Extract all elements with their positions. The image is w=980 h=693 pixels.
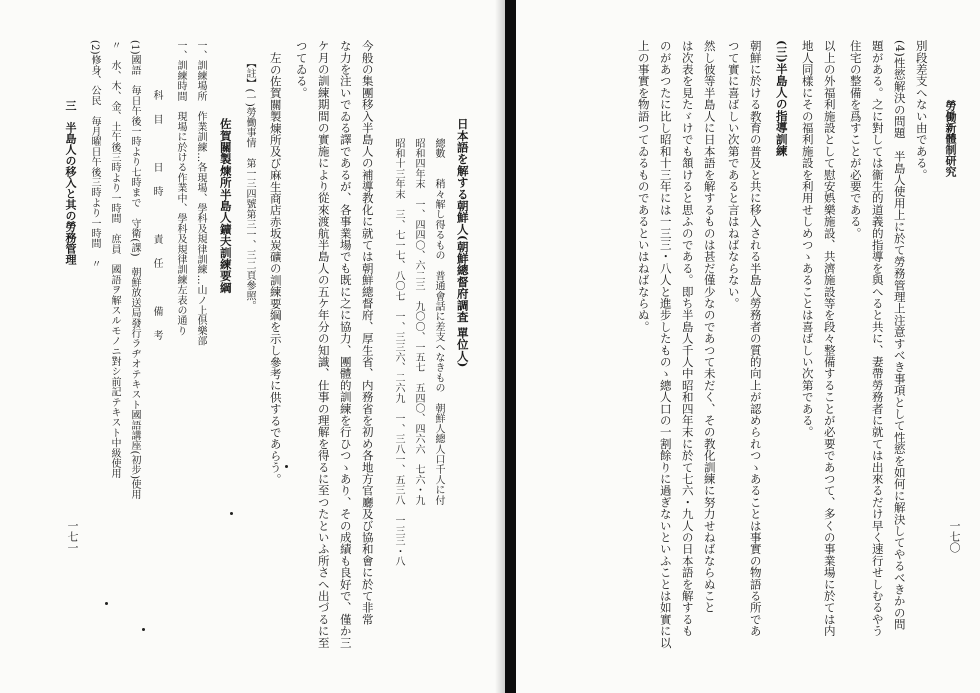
scan-speck	[230, 512, 233, 515]
list-item: 一、訓練場所 作業訓練…各現場、學科及規律訓練…山ノ上倶樂部	[195, 40, 206, 346]
paragraph-line: つて實に喜ばしい次第であると言はねばならない。	[726, 40, 741, 310]
schedule-row: (1)國語 毎日午後一時より七時まで 守衛(課) 朝鮮放送局發行ラヂオテキスト國語講座(初步)使用	[129, 40, 140, 500]
schedule-header: 科目 日時 責任 備考	[151, 90, 162, 354]
paragraph-line: 題がある。之に對しては衞生的道義的指導を與へると共に、妻帶勞務者に就ては出來るだけ早く速行せしむるやう	[870, 40, 885, 637]
paragraph-line: (4)性慾解決の問題 半島人使用上に於て勞務管理上注意すべき事項として性慾を如何に解決してやるべきかの問	[892, 40, 907, 631]
book-gutter	[505, 0, 516, 693]
table-row: 昭和四年末 一、四四〇、六二三 九〇〇、一五七 五四〇、四六六 七六・九	[413, 138, 424, 506]
schedule-row: (2)修身、公民 毎月曜日午後三時より一時間 〃	[89, 40, 100, 269]
scan-speck	[105, 602, 108, 605]
paragraph-line: のがあつたに比し昭和十三年には一三三・八人と進步したものゝ總人口の一割餘りに過ぎないといふことは如實に以	[658, 40, 673, 649]
paragraph-line: 別段差支へない由である。	[914, 40, 929, 181]
section-heading: 佐賀關製煉所半島人鑛夫訓練要綱	[218, 118, 233, 294]
page-number: 一七〇	[948, 520, 961, 553]
running-head: 三 半島人の移入と其の勞務管理	[64, 100, 77, 265]
paragraph-line: 地人同樣にその福利施設を利用せしめつゝあることは喜ばしい次第である。	[800, 40, 815, 438]
schedule-row: 〃 水、木、金、土午後三時より一時間 庶員 國語ヲ解スルモノニ對シ前記テキスト中級使用	[109, 40, 120, 479]
running-head: 勞働新體制研究	[944, 100, 957, 177]
paragraph-line: な力を注いでゐる譯であるが、各事業場でも既に之に協力、團體的訓練を行ひつゝあり、その成績も良好で、僅か三	[338, 40, 353, 649]
gutter-shadow	[495, 0, 505, 693]
paragraph-line: 左の佐賀關製煉所及び麻生商店赤坂炭礦の訓練要綱を示し參考に供するであらう。	[268, 52, 283, 485]
paragraph-line: つてゐる。	[294, 40, 309, 99]
scan-speck	[285, 465, 288, 468]
table-header: 總數 稍々解し得るもの 普通會話に差支へなきもの 朝鮮人總人口千人に付	[433, 138, 444, 506]
page-number: 一七一	[66, 520, 79, 553]
right-page	[516, 0, 980, 693]
section-heading: (三)半島人の指導訓練	[774, 40, 789, 157]
paragraph-line: ケ月の訓練期間の實施により從來渡航半島人の五ケ年分の知識、仕事の理解を得るに至つたといふ所さへ出づるに至	[316, 40, 331, 649]
paragraph-line: 住宅の整備を爲すことが必要である。	[848, 40, 863, 239]
paragraph-line: 以上の外福利施設として慰安娯樂施設、共濟施設等を段々整備することが必要であつて、多くの事業場に於ては内	[822, 40, 837, 637]
paragraph-line: 今般の集團移入半島人の補導教化に就ては朝鮮總督府、厚生省、内務省を初め各地方官廳及び協和會に於て非常	[360, 40, 375, 625]
paragraph-line: 上の事實を物語つてゐるものであるといはねばならぬ。	[636, 40, 651, 333]
paragraph-line: は次表を見たゞけでも頷けると思ふのである。即ち半島人千人中昭和四年末に於て七六・九人の日本語を解するも	[680, 40, 695, 637]
paragraph-line: 然し彼等半島人に日本語を解するものは甚だ僅少なのであつて未だく、その教化訓練に努力せねばならぬこと	[702, 40, 717, 614]
table-row: 昭和十三年末 三、七一七、八〇七 一、三三六、二六九 一、三八一、五三八 一三三・八	[393, 138, 404, 567]
list-item: 一、訓練時間 現場に於ける作業中、學科及規律訓練左表の通り	[175, 40, 186, 336]
paragraph-line: 朝鮮に於ける教育の普及と共に移入される半島人勞務者の質的向上が認められつゝあることは事實の物語る所であ	[748, 40, 763, 637]
table-caption: 日本語を解する朝鮮人(朝鮮總督府調査 單位人)	[455, 118, 470, 368]
footnote: 【註】(一)勞働事情 第一三四號第三一、三二頁參照。	[244, 58, 255, 312]
scan-speck	[142, 628, 145, 631]
